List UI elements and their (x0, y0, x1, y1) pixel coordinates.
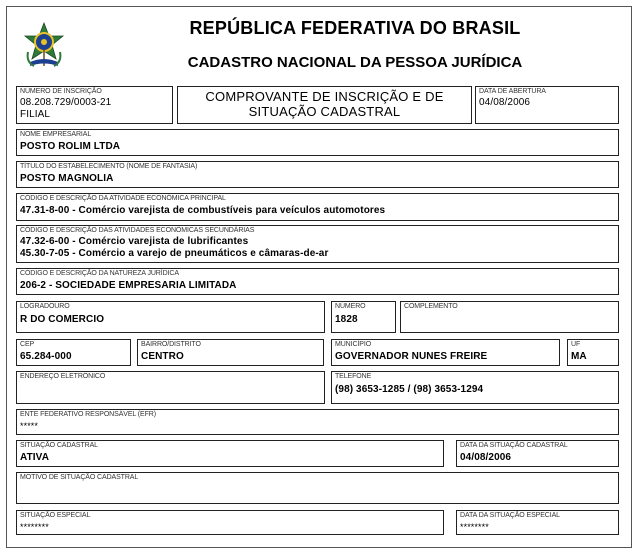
nome-empresarial-value: POSTO ROLIM LTDA (20, 141, 121, 152)
municipio-field (331, 339, 560, 366)
email-field (16, 371, 325, 404)
comprovante-title-box (177, 86, 472, 124)
cep-value: 65.284-000 (20, 351, 72, 362)
field-label: DATA DA SITUAÇÃO ESPECIAL (460, 512, 560, 519)
data-situacao-especial-value: ******** (460, 522, 489, 532)
motivo-field (16, 472, 619, 504)
field-label: TÍTULO DO ESTABELECIMENTO (NOME DE FANTASIA) (20, 163, 198, 170)
fantasia-value: POSTO MAGNOLIA (20, 173, 114, 184)
telefone-field (331, 371, 619, 404)
logradouro-value: R DO COMERCIO (20, 314, 105, 325)
field-label: MUNICÍPIO (335, 341, 372, 348)
coat-of-arms-icon (22, 22, 66, 72)
uf-value: MA (571, 351, 587, 362)
data-situacao-field (456, 440, 619, 467)
field-label: CÓDIGO E DESCRIÇÃO DA NATUREZA JURÍDICA (20, 270, 179, 277)
field-label: NÚMERO (335, 303, 366, 310)
field-label: NÚMERO DE INSCRIÇÃO (20, 88, 102, 95)
field-label: CÓDIGO E DESCRIÇÃO DA ATIVIDADE ECONÔMICA PRINCIPAL (20, 195, 226, 202)
field-label: MOTIVO DE SITUAÇÃO CADASTRAL (20, 474, 139, 481)
field-label: COMPLEMENTO (404, 303, 458, 310)
situacao-value: ATIVA (20, 452, 50, 463)
atividade-secundaria-item: 47.32-6-00 - Comércio varejista de lubrificantes (20, 236, 249, 247)
uf-field (567, 339, 619, 366)
data-situacao-especial-field (456, 510, 619, 535)
field-label: CEP (20, 341, 35, 348)
comprovante-line-2: SITUAÇÃO CADASTRAL (248, 104, 401, 119)
numero-value: 1828 (335, 314, 358, 325)
logradouro-field (16, 301, 325, 333)
document-subtitle: CADASTRO NACIONAL DA PESSOA JURÍDICA (187, 54, 523, 71)
inscricao-number: 08.208.729/0003-21 (20, 97, 112, 108)
field-label: BAIRRO/DISTRITO (141, 341, 201, 348)
natureza-juridica-field (16, 268, 619, 295)
cep-field (16, 339, 131, 366)
field-label: UF (571, 341, 581, 348)
numero-field (331, 301, 396, 333)
abertura-value: 04/08/2006 (479, 97, 531, 108)
field-label: DATA DE ABERTURA (479, 88, 546, 95)
situacao-especial-field (16, 510, 444, 535)
complemento-field (400, 301, 619, 333)
municipio-value: GOVERNADOR NUNES FREIRE (335, 351, 488, 362)
atividades-secundarias-field (16, 225, 619, 263)
field-label: ENTE FEDERATIVO RESPONSÁVEL (EFR) (20, 411, 156, 418)
document-title: REPÚBLICA FEDERATIVA DO BRASIL (189, 18, 521, 38)
inscricao-field (16, 86, 173, 124)
nome-empresarial-field (16, 129, 619, 156)
field-label: DATA DA SITUAÇÃO CADASTRAL (460, 442, 568, 449)
bairro-value: CENTRO (141, 351, 184, 362)
telefone-value: (98) 3653-1285 / (98) 3653-1294 (335, 384, 484, 395)
efr-value: ***** (20, 421, 39, 431)
fantasia-field (16, 161, 619, 188)
atividade-principal-value: 47.31-8-00 - Comércio varejista de combustíveis para veículos automotores (20, 205, 386, 216)
field-label: CÓDIGO E DESCRIÇÃO DAS ATIVIDADES ECONÔMICAS SECUNDÁRIAS (20, 227, 255, 234)
field-label: SITUAÇÃO ESPECIAL (20, 512, 91, 519)
abertura-field (475, 86, 619, 124)
situacao-field (16, 440, 444, 467)
field-label: SITUAÇÃO CADASTRAL (20, 442, 98, 449)
field-label: ENDEREÇO ELETRÔNICO (20, 373, 106, 380)
situacao-especial-value: ******** (20, 522, 49, 532)
atividade-secundaria-item: 45.30-7-05 - Comércio a varejo de pneumáticos e câmaras-de-ar (20, 248, 329, 259)
field-label: LOGRADOURO (20, 303, 70, 310)
field-label: NOME EMPRESARIAL (20, 131, 92, 138)
efr-field (16, 409, 619, 435)
inscricao-type: FILIAL (20, 109, 51, 120)
bairro-field (137, 339, 324, 366)
comprovante-line-1: COMPROVANTE DE INSCRIÇÃO E DE (205, 89, 444, 104)
atividade-principal-field (16, 193, 619, 221)
field-label: TELEFONE (335, 373, 372, 380)
natureza-juridica-value: 206-2 - SOCIEDADE EMPRESARIA LIMITADA (20, 280, 237, 291)
data-situacao-value: 04/08/2006 (460, 452, 512, 463)
